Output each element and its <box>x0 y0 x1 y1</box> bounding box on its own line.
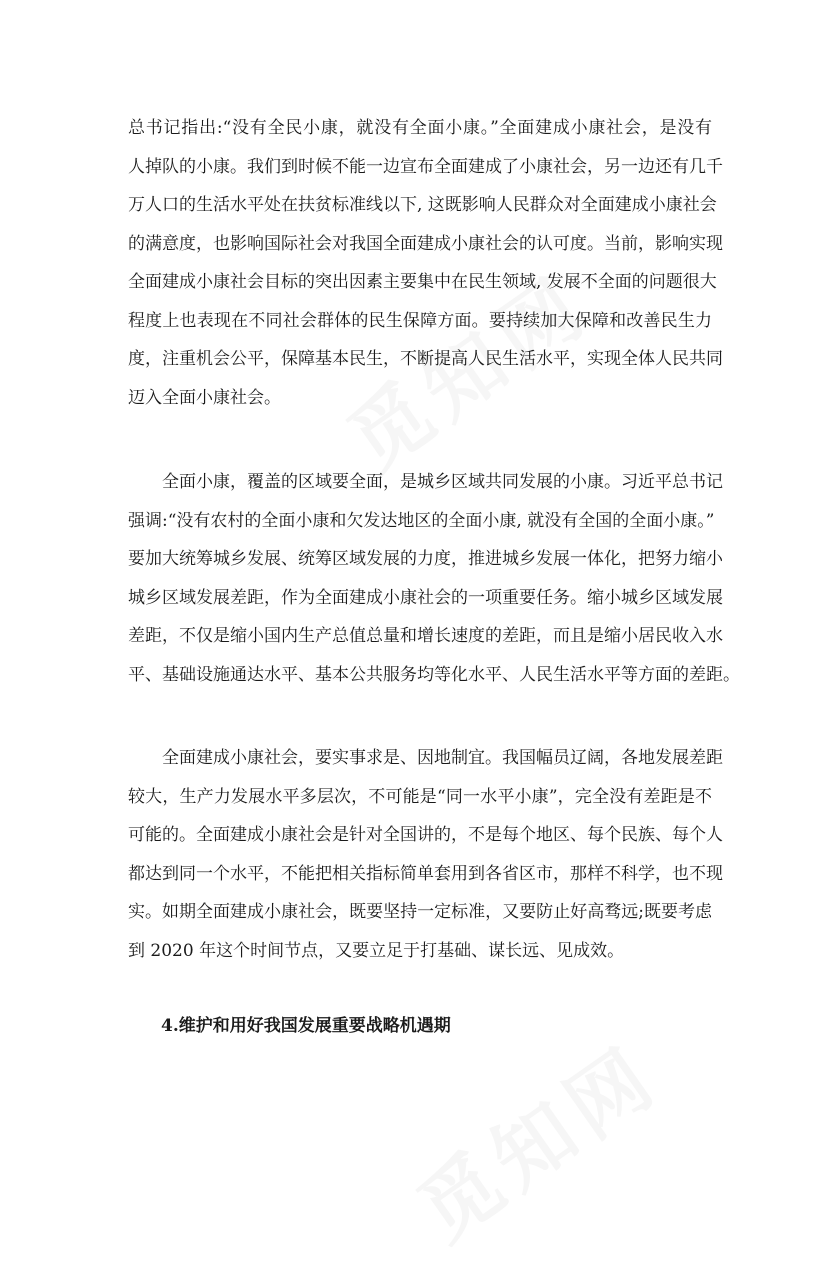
text-line: 城乡区域发展差距，作为全面建成小康社会的一项重要任务。缩小城乡区域发展 <box>128 587 723 608</box>
text-line: 较大，生产力发展水平多层次，不可能是“同一水平小康”，完全没有差距是不 <box>128 786 712 807</box>
text-line: 度，注重机会公平，保障基本民生，不断提高人民生活水平，实现全体人民共同 <box>128 349 723 369</box>
paragraph-3 <box>128 739 723 970</box>
text-line: 全面建成小康社会，要实事求是、因地制宜。我国幅员辽阔，各地发展差距 <box>128 748 723 768</box>
text-line: 平、基础设施通达水平、基本公共服务均等化水平、人民生活水平等方面的差距。 <box>128 664 740 685</box>
text-line: 可能的。全面建成小康社会是针对全国讲的，不是每个地区、每个民族、每个人 <box>128 825 723 845</box>
text-line: 程度上也表现在不同社会群体的民生保障方面。要持续加大保障和改善民生力 <box>128 310 712 331</box>
paragraph-1 <box>128 109 723 417</box>
text-line: 到 2020 年这个时间节点，又要立足于打基础、谋长远、见成效。 <box>128 940 625 961</box>
text-line: 人掉队的小康。我们到时候不能一边宣布全面建成了小康社会，另一边还有几千 <box>128 156 723 177</box>
text-line: 实。如期全面建成小康社会，既要坚持一定标准，又要防止好高骛远;既要考虑 <box>128 902 712 922</box>
text-line: 万人口的生活水平处在扶贫标准线以下, 这既影响人民群众对全面建成小康社会 <box>128 195 717 215</box>
section-heading: 4.维护和用好我国发展重要战略机遇期 <box>161 1016 451 1036</box>
text-line: 全面小康，覆盖的区域要全面，是城乡区域共同发展的小康。习近平总书记 <box>128 472 723 492</box>
text-line: 都达到同一个水平，不能把相关指标简单套用到各省区市，那样不科学，也不现 <box>128 863 723 884</box>
text-line: 差距，不仅是缩小国内生产总值总量和增长速度的差距，而且是缩小居民收入水 <box>128 626 723 646</box>
text-line: 强调:“没有农村的全面小康和欠发达地区的全面小康, 就没有全国的全面小康。” <box>128 510 715 531</box>
text-line: 总书记指出:“没有全民小康，就没有全面小康。”全面建成小康社会，是没有 <box>128 118 712 138</box>
text-line: 全面建成小康社会目标的突出因素主要集中在民生领域, 发展不全面的问题很大 <box>128 272 717 292</box>
text-line: 的满意度，也影响国际社会对我国全面建成小康社会的认可度。当前，影响实现 <box>128 233 723 254</box>
text-line: 要加大统筹城乡发展、统筹区域发展的力度，推进城乡发展一体化，把努力缩小 <box>128 549 723 569</box>
paragraph-2 <box>128 463 740 694</box>
watermark <box>391 1013 678 1262</box>
text-line: 迈入全面小康社会。 <box>128 387 281 408</box>
